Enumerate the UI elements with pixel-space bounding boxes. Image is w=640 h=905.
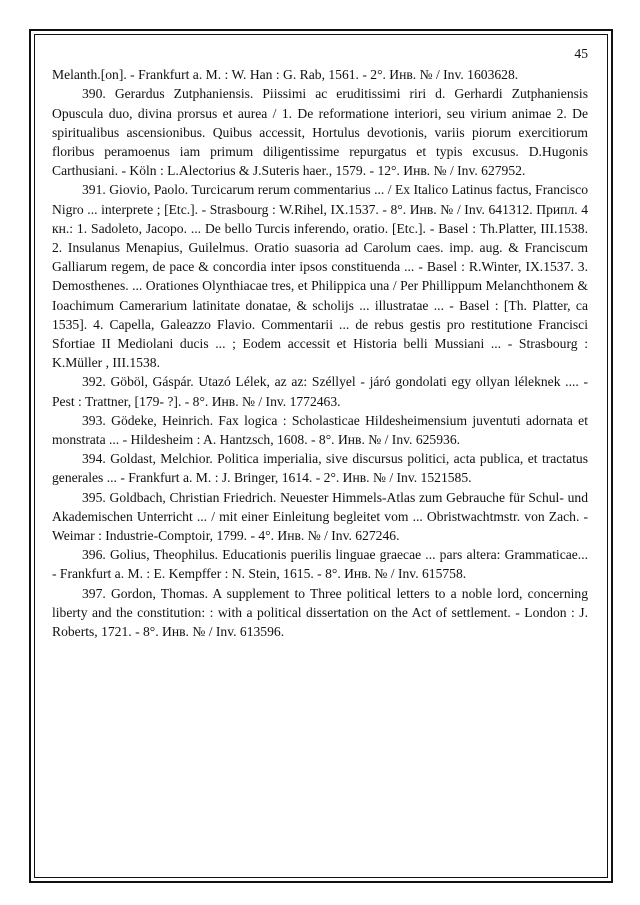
entry-391: 391. Giovio, Paolo. Turcicarum rerum commentarius ... / Ex Italico Latinus factus, Francisco Nigro ... interprete ; [Etc.]. - Strasbourg : W.Rihel, IX.1537. - 8°. Инв. № / Inv. 641312. Припл. 4 кн.: 1. Sadoleto, Jacopo. ... De bello Turcis inferendo, oratio. [Etc.]. - Basel : Th.Platter, III.1538. 2. Insulanus Menapius, Guilelmus. Oratio suasoria ad Carolum caes. imp. aug. & Franciscum Galliarum regem, de pace & concordia inter ipsos constituenda ... - Basel : R.Winter, IX.1537. 3. Demosthenes. ... Orationes Olynthiacae tres, et Philippica una / Per Phillippum Melanchthonem & Ioachimum Camerarium latinitate donatae, & scholijs ... illustratae ... - Basel : [Th. Platter, ca 1535]. 4. Capella, Galeazzo Flavio. Commentarii ... de rebus gestis pro restitutione Francisci Sfortiae II Mediolani ducis ... ; Eodem accessit et Historia belli Mussiani ... - Strasbourg : K.Müller , III.1538.	[52, 182, 588, 371]
entry-395: 395. Goldbach, Christian Friedrich. Neuester Himmels-Atlas zum Gebrauche für Schul- und Akademischen Unterricht ... / mit einer Einleitung begleitet vom ... Obristwachtmstr. von Zach. - Weimar : Industrie-Comptoir, 1799. - 4°. Инв. № / Inv. 627246.	[52, 489, 588, 544]
entry-393: 393. Gödeke, Heinrich. Fax logica : Scholasticae Hildesheimensium juventuti adornata et monstrata ... - Hildesheim : A. Hantzsch, 1608. - 8°. Инв. № / Inv. 625936.	[52, 412, 588, 448]
entry-390: 390. Gerardus Zutphaniensis. Piissimi ac eruditissimi riri d. Gerhardi Zutphaniensis Opuscula duo, divina prorsus et aurea / 1. De reformatione interiori, seu virium animae 2. De spiritualibus ascensionibus. Quibus accessit, Hortulus devotionis, variis piorum exercitiorum floribus peramoenus iam primum diligentissime repurgatus et typis excusus. D.Hugonis Carthusiani. - Köln : L.Alectorius & J.Suteris haer., 1579. - 12°. Инв. № / Inv. 627952.	[52, 86, 588, 179]
page-number: 45	[574, 46, 588, 61]
entry-394: 394. Goldast, Melchior. Politica imperialia, sive discursus politici, acta publica, et tractatus generales ... - Frankfurt a. M. : J. Bringer, 1614. - 2°. Инв. № / Inv. 1521585.	[52, 451, 588, 486]
entry-392: 392. Göböl, Gáspár. Utazó Lélek, az az: Széllyel - járó gondolati egy ollyan léleknek .... - Pest : Trattner, [179- ?]. - 8°. Инв. № / Inv. 1772463.	[52, 374, 588, 409]
entry-396: 396. Golius, Theophilus. Educationis puerilis linguae graecae ... pars altera: Grammaticae... - Frankfurt a. M. : E. Kempffer : N. Stein, 1615. - 8°. Инв. № / Inv. 615758.	[52, 547, 588, 582]
entry-397: 397. Gordon, Thomas. A supplement to Three political letters to a noble lord, concerning liberty and the constitution: : with a political dissertation on the Act of settlement. - London : J. Roberts, 1721. - 8°. Инв. № / Inv. 613596.	[52, 585, 588, 640]
page-content	[52, 44, 588, 641]
entry-continuation: Melanth.[on]. - Frankfurt a. M. : W. Han : G. Rab, 1561. - 2°. Инв. № / Inv. 1603628.	[52, 67, 519, 83]
